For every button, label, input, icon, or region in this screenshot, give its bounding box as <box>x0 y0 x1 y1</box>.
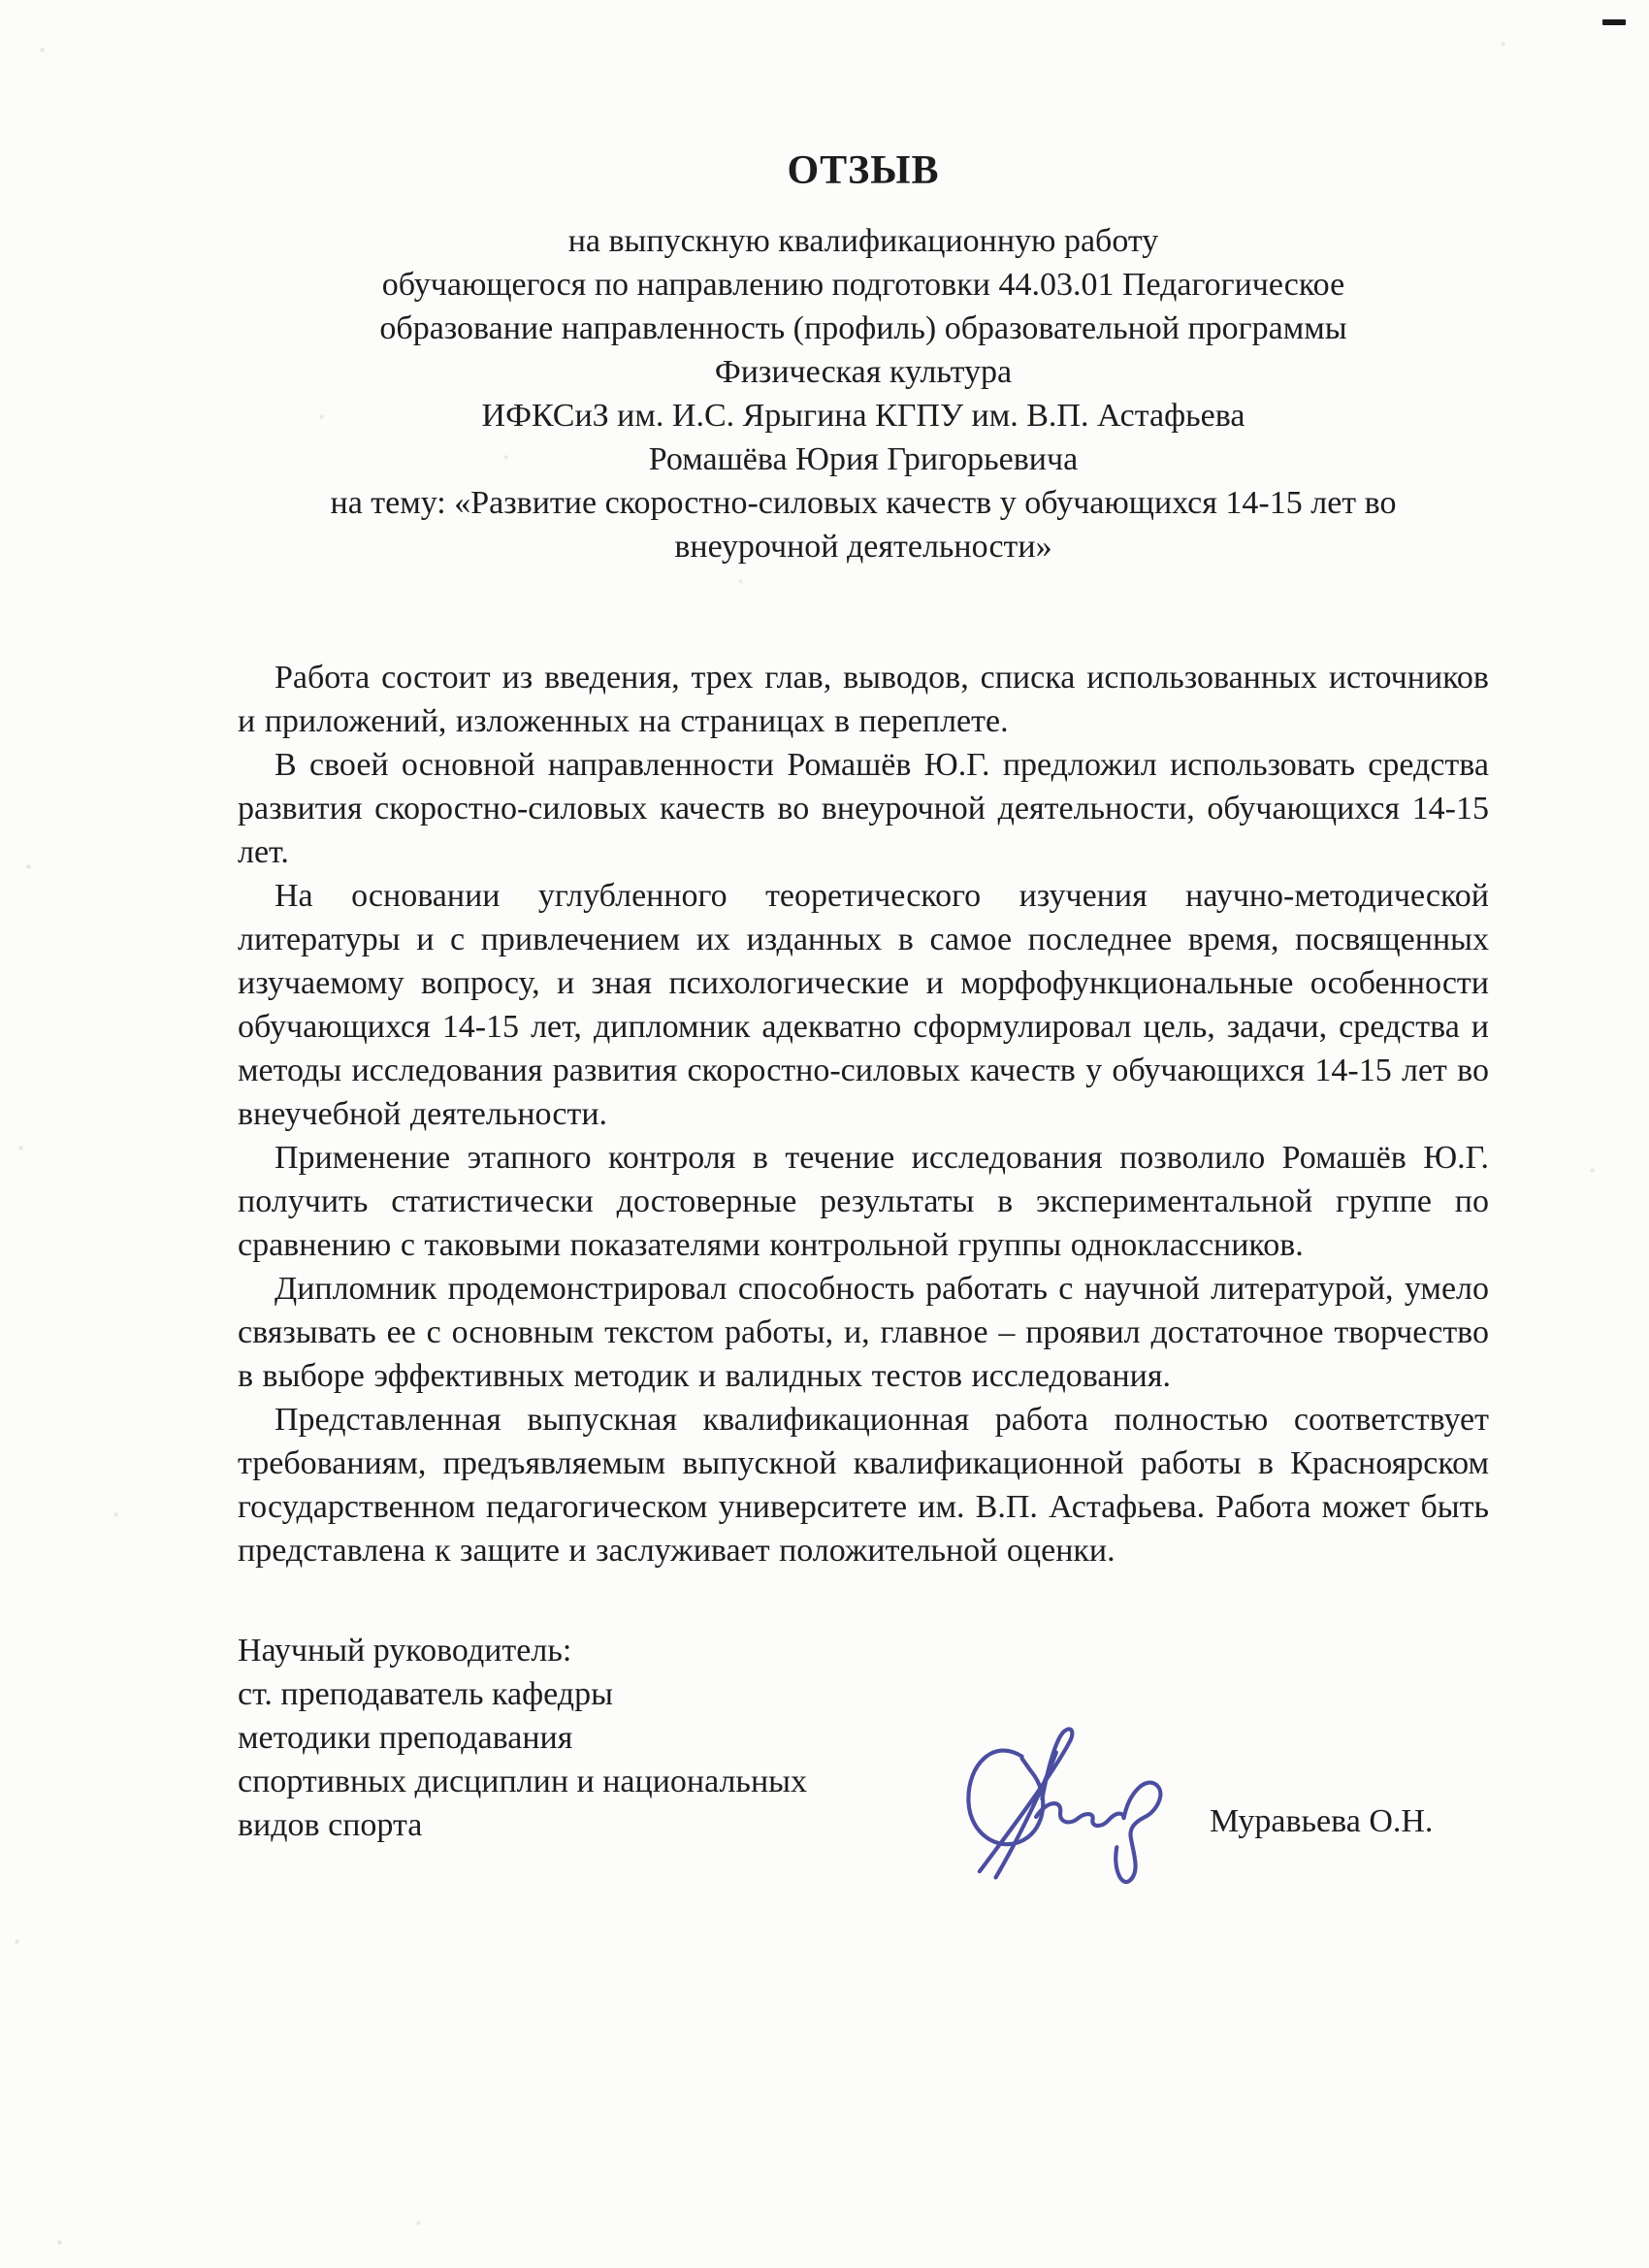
header-line-2: обучающегося по направлению подготовки 44.03.01 Педагогическое <box>381 267 1345 303</box>
body-paragraph-4: Применение этапного контроля в течение исследования позволило Ромашёв Ю.Г. получить статистически достоверные результаты в экспериментальной группе по сравнению с таковыми показателями контрольной группы одноклассников. <box>238 1140 1489 1263</box>
supervisor-line-4: спортивных дисциплин и национальных <box>238 1764 807 1799</box>
body-paragraph-1: Работа состоит из введения, трех глав, выводов, списка использованных источников и приложений, изложенных на страницах в переплете. <box>238 660 1489 739</box>
scan-artifact-dash <box>1602 19 1626 25</box>
document-body <box>238 656 1489 1572</box>
supervisor-line-3: методики преподавания <box>238 1720 573 1756</box>
supervisor-line-2: ст. преподаватель кафедры <box>238 1676 613 1712</box>
header-line-8: внеурочной деятельности» <box>674 529 1052 565</box>
text-column <box>238 147 1489 1910</box>
header-line-1: на выпускную квалификационную работу <box>567 223 1159 259</box>
supervisor-line-5: видов спорта <box>238 1807 423 1843</box>
header-line-7: на тему: «Развитие скоростно-силовых качеств у обучающихся 14-15 лет во <box>330 485 1397 521</box>
body-paragraph-2: В своей основной направленности Ромашёв Ю.Г. предложил использовать средства развития скоростно-силовых качеств во внеурочной деятельности, обучающихся 14-15 лет. <box>238 747 1489 870</box>
body-paragraph-6: Представленная выпускная квалификационная работа полностью соответствует требованиям, предъявляемым выпускной квалификационной работы в Красноярском государственном педагогическом университете им. В.П. Астафьева. Работа может быть представлена к защите и заслуживает положительной оценки. <box>238 1402 1489 1569</box>
header-line-3: образование направленность (профиль) образовательной программы <box>379 310 1347 346</box>
header-line-6: Ромашёва Юрия Григорьевича <box>648 441 1079 477</box>
header-line-5: ИФКСиЗ им. И.С. Ярыгина КГПУ им. В.П. Астафьева <box>481 398 1245 434</box>
document-title: ОТЗЫВ <box>787 148 940 193</box>
handwritten-signature <box>957 1714 1210 1894</box>
document-header <box>238 219 1489 568</box>
signature-block <box>238 1629 1489 1910</box>
signer-name: Муравьева О.Н. <box>1210 1803 1434 1839</box>
scan-noise <box>0 0 3 3</box>
supervisor-line-1: Научный руководитель: <box>238 1633 572 1669</box>
body-paragraph-5: Дипломник продемонстрировал способность работать с научной литературой, умело связывать ее с основным текстом работы, и, главное – проявил достаточное творчество в выборе эффективных методик и валидных тестов исследования. <box>238 1271 1489 1394</box>
header-line-4: Физическая культура <box>714 354 1013 390</box>
body-paragraph-3: На основании углубленного теоретического изучения научно-методической литературы и с привлечением их изданных в самое последнее время, посвященных изучаемому вопросу, и зная психологические и морфофункциональные особенности обучающихся 14-15 лет, дипломник адекватно сформулировал цель, задачи, средства и методы исследования развития скоростно-силовых качеств у обучающихся 14-15 лет во внеучебной деятельности. <box>238 878 1489 1132</box>
